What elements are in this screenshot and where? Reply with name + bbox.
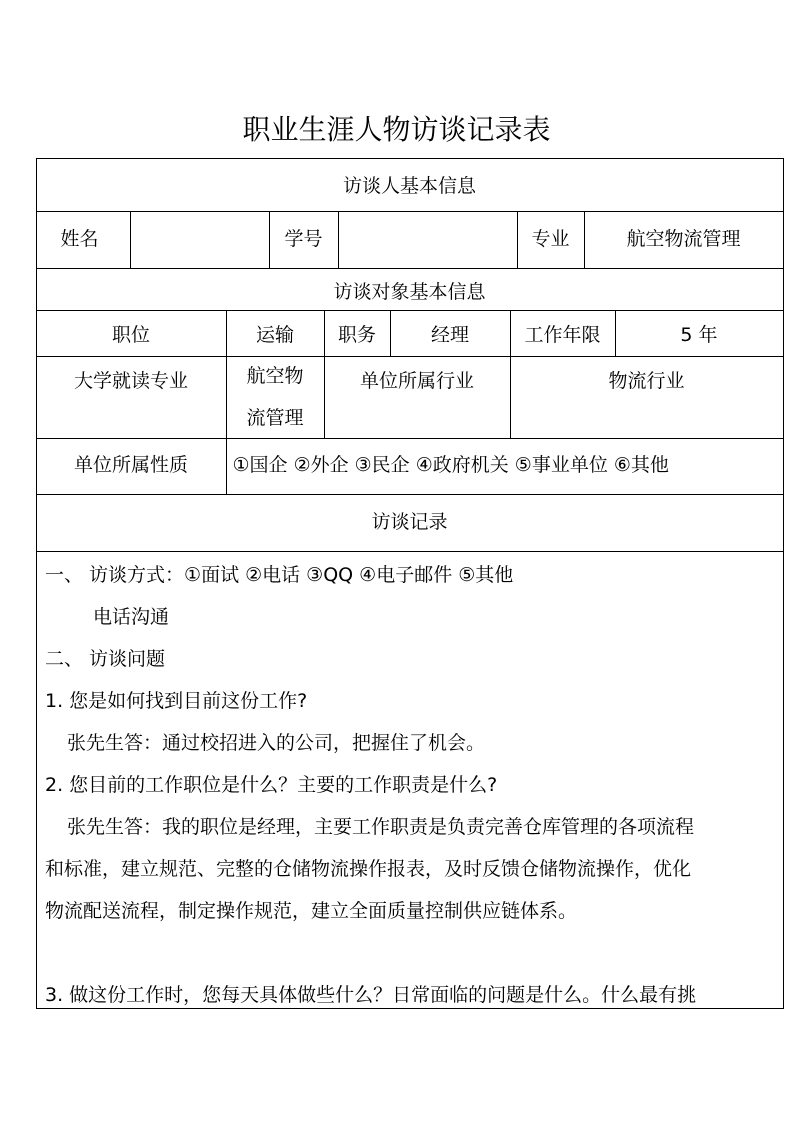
interview-method: 一、 访谈方式：①面试 ②电话 ③QQ ④电子邮件 ⑤其他: [45, 564, 514, 586]
student-id-label: 学号: [269, 211, 339, 269]
position-value: 运输: [226, 310, 325, 357]
college-major-label: 大学就读专业: [36, 356, 227, 439]
question-1: 1. 您是如何找到目前这份工作?: [45, 690, 308, 712]
interviewee-header: 访谈对象基本信息: [36, 268, 784, 311]
major-value: 航空物流管理: [584, 211, 784, 269]
name-value[interactable]: [130, 211, 270, 269]
student-id-value[interactable]: [338, 211, 518, 269]
document-title: 职业生涯人物访谈记录表: [242, 113, 551, 146]
record-body: [36, 551, 784, 1009]
position-label: 职位: [36, 310, 227, 357]
blank-line: [45, 932, 777, 974]
years-label: 工作年限: [510, 310, 616, 357]
question-2: 2. 您目前的工作职位是什么？主要的工作职责是什么?: [45, 774, 498, 796]
answer-2-line2: 和标准，建立规范、完整的仓储物流操作报表，及时反馈仓储物流操作，优化: [45, 858, 692, 880]
interview-method-answer: 电话沟通: [93, 606, 170, 628]
questions-heading: 二、 访谈问题: [45, 648, 166, 670]
years-value: 5 年: [615, 310, 784, 357]
industry-label: 单位所属行业: [324, 356, 511, 439]
answer-1: 张先生答：通过校招进入的公司，把握住了机会。: [67, 732, 486, 754]
duty-label: 职务: [324, 310, 391, 357]
nature-label: 单位所属性质: [36, 438, 227, 495]
college-major-value-line2: 流管理: [246, 407, 304, 429]
record-header: 访谈记录: [36, 494, 784, 552]
college-major-value-line1: 航空物: [246, 365, 304, 387]
answer-2-line3: 物流配送流程，制定操作规范，建立全面质量控制供应链体系。: [45, 900, 578, 922]
interviewer-header: 访谈人基本信息: [36, 158, 784, 212]
answer-2-line1: 张先生答：我的职位是经理，主要工作职责是负责完善仓库管理的各项流程: [67, 816, 695, 838]
college-major-value: [226, 356, 325, 439]
nature-options: ①国企 ②外企 ③民企 ④政府机关 ⑤事业单位 ⑥其他: [226, 438, 784, 495]
name-label: 姓名: [36, 211, 131, 269]
question-3: 3. 做这份工作时，您每天具体做些什么？日常面临的问题是什么。什么最有挑: [45, 984, 697, 1006]
duty-value: 经理: [390, 310, 511, 357]
industry-value: 物流行业: [510, 356, 784, 439]
major-label: 专业: [517, 211, 585, 269]
